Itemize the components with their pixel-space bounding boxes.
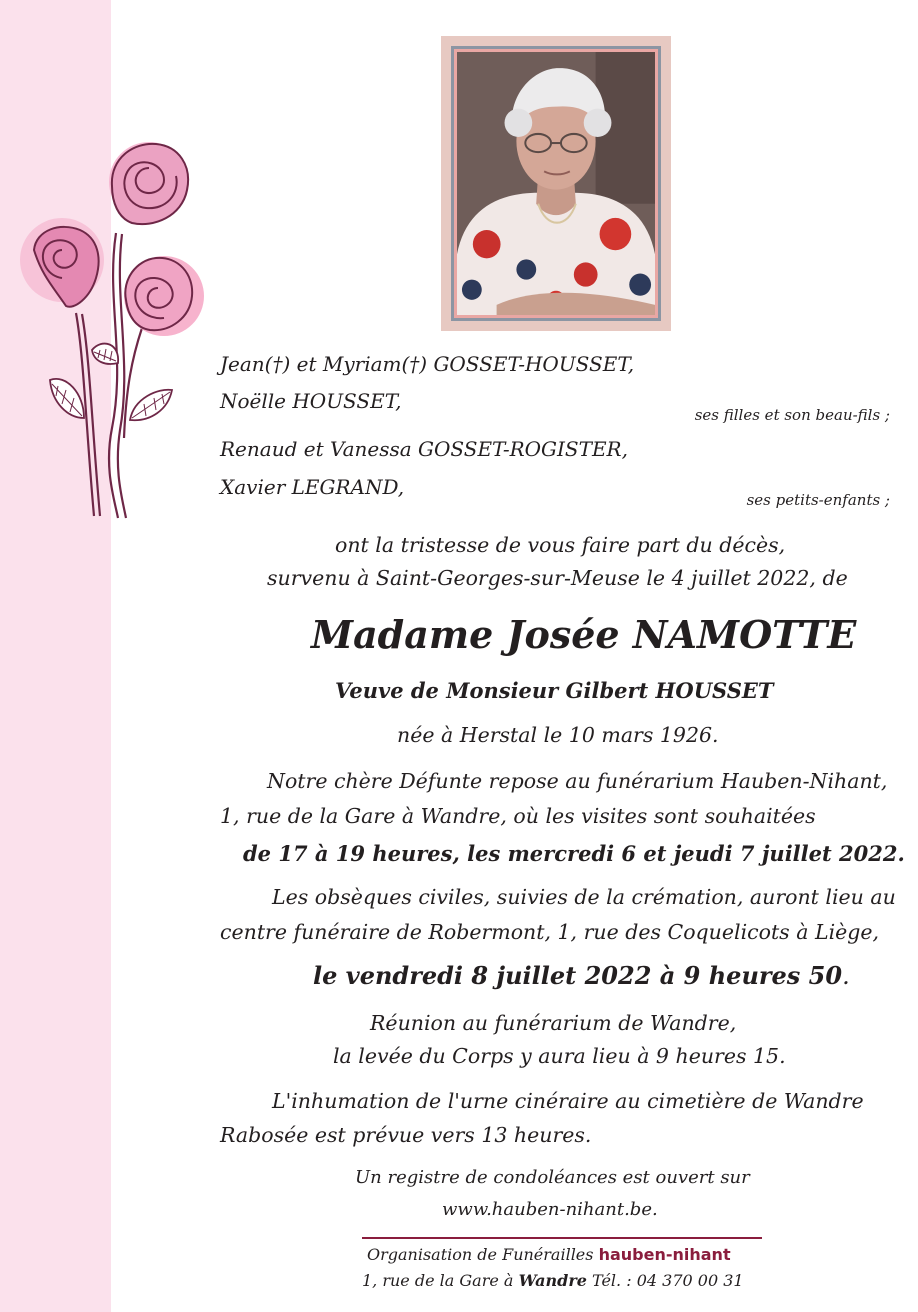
family-line-2: Noëlle HOUSSET, bbox=[220, 389, 402, 413]
funeral-line-1: Les obsèques civiles, suivies de la crémation, auront lieu au bbox=[272, 885, 896, 909]
widow-of: Veuve de Monsieur Gilbert HOUSSET bbox=[335, 678, 774, 703]
footer-address bbox=[362, 1271, 744, 1290]
roses-illustration bbox=[14, 138, 204, 523]
funeral-date bbox=[313, 961, 850, 990]
funeral-date-end: . bbox=[842, 962, 850, 990]
announcement-line-2: survenu à Saint-Georges-sur-Meuse le 4 juillet 2022, de bbox=[267, 566, 848, 590]
burial-line-1: L'inhumation de l'urne cinéraire au cimetière de Wandre bbox=[272, 1089, 864, 1113]
footer-org bbox=[367, 1245, 731, 1264]
birth-line: née à Herstal le 10 mars 1926. bbox=[397, 723, 719, 747]
portrait-photo bbox=[451, 46, 661, 321]
visits-line-1: Notre chère Défunte repose au funérarium Hauben-Nihant, bbox=[267, 769, 888, 793]
visits-line-2: 1, rue de la Gare à Wandre, où les visites sont souhaitées bbox=[220, 804, 816, 828]
portrait-frame bbox=[441, 36, 671, 331]
visits-times: de 17 à 19 heures, les mercredi 6 et jeudi 7 juillet 2022. bbox=[243, 841, 905, 866]
relation-2: ses petits-enfants ; bbox=[746, 491, 890, 509]
funeral-line-2: centre funéraire de Robermont, 1, rue des Coquelicots à Liège, bbox=[220, 920, 880, 944]
funeral-date-text: le vendredi 8 juillet 2022 à 9 heures 50 bbox=[313, 961, 843, 990]
meeting-line-1: Réunion au funérarium de Wandre, bbox=[370, 1011, 737, 1035]
announcement-line-1: ont la tristesse de vous faire part du décès, bbox=[335, 533, 786, 557]
family-line-1: Jean(†) et Myriam(†) GOSSET-HOUSSET, bbox=[220, 352, 635, 376]
family-line-4: Xavier LEGRAND, bbox=[220, 475, 405, 499]
family-line-3: Renaud et Vanessa GOSSET-ROGISTER, bbox=[220, 437, 628, 461]
footer-town: Wandre bbox=[518, 1271, 587, 1290]
burial-line-2: Rabosée est prévue vers 13 heures. bbox=[220, 1123, 592, 1147]
footer-rule bbox=[362, 1237, 762, 1239]
deceased-name: Madame Josée NAMOTTE bbox=[311, 612, 857, 657]
footer-phone: Tél. : 04 370 00 31 bbox=[592, 1271, 744, 1290]
footer-brand-logo: hauben-nihant bbox=[598, 1245, 731, 1264]
meeting-line-2: la levée du Corps y aura lieu à 9 heures 15. bbox=[333, 1044, 786, 1068]
registry-line-1: Un registre de condoléances est ouvert sur bbox=[355, 1167, 750, 1188]
footer-org-label: Organisation de Funérailles bbox=[367, 1245, 594, 1264]
footer-address-prefix: 1, rue de la Gare à bbox=[362, 1271, 514, 1290]
relation-1: ses filles et son beau-fils ; bbox=[694, 406, 890, 424]
registry-url[interactable]: www.hauben-nihant.be. bbox=[442, 1199, 658, 1220]
